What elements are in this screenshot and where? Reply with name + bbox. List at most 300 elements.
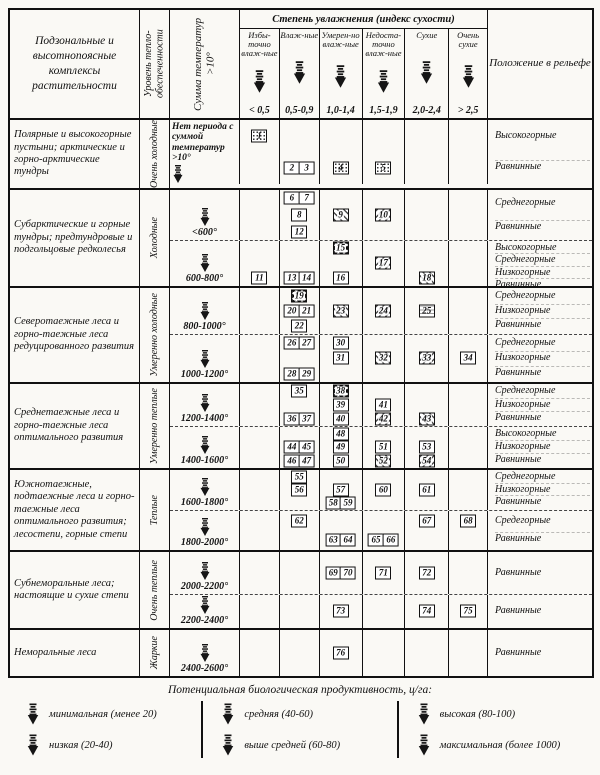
temperature-bands <box>170 120 592 188</box>
vegetation-label: Субнеморальные леса; настоящие и сухие степи <box>14 577 129 601</box>
temp-band-label: Нет периода с суммой температур >10° <box>172 122 234 164</box>
moisture-column <box>320 630 363 676</box>
moisture-column <box>280 427 320 468</box>
productivity-cell <box>375 483 391 496</box>
cell-row <box>333 162 349 175</box>
cell-number: 43 <box>422 413 432 424</box>
temp-band-cell <box>170 595 240 628</box>
cell-row <box>284 368 315 381</box>
cell-number: 2 <box>289 162 295 173</box>
temperature-band-row <box>170 288 592 334</box>
cell-row <box>375 441 391 454</box>
productivity-cell <box>368 534 384 547</box>
temp-band-cell <box>170 241 240 286</box>
cell-number: 22 <box>294 320 304 331</box>
cell-row <box>375 412 391 425</box>
cell-row <box>291 470 307 483</box>
productivity-arrow-icon <box>199 562 211 580</box>
cell-row <box>375 455 391 468</box>
productivity-cell <box>284 412 300 425</box>
moisture-area <box>240 511 488 550</box>
moisture-column <box>280 241 320 286</box>
vegetation-group-row <box>10 120 592 188</box>
productivity-cell <box>333 605 349 618</box>
cell-row <box>284 455 315 468</box>
heat-level-label: Теплые <box>148 494 160 526</box>
cell-row <box>284 272 315 285</box>
relief-cell <box>488 552 592 594</box>
cell-number: 12 <box>294 226 304 237</box>
productivity-cell <box>251 130 267 143</box>
cell-row <box>284 336 315 349</box>
cell-number: 27 <box>302 337 312 348</box>
productivity-arrow-icon <box>199 436 211 454</box>
moisture-column-header <box>240 29 280 118</box>
cell-number: 38 <box>336 385 346 396</box>
productivity-cell <box>375 162 391 175</box>
cell-row <box>375 566 391 579</box>
moisture-column <box>405 288 449 334</box>
moisture-column <box>240 241 280 286</box>
productivity-cell <box>419 566 435 579</box>
cell-number: 76 <box>336 647 346 658</box>
moisture-area <box>240 595 488 628</box>
cell-number: 1 <box>257 130 262 141</box>
legend-item <box>221 734 396 756</box>
legend-item <box>26 703 201 725</box>
productivity-cell <box>333 412 349 425</box>
productivity-cell <box>325 566 341 579</box>
heat-level-label: Жаркие <box>148 636 160 670</box>
cell-number: 71 <box>378 567 388 578</box>
cell-number: 9 <box>338 209 343 220</box>
cell-number: 46 <box>287 455 297 466</box>
moisture-range-label: 1,5-1,9 <box>369 104 398 116</box>
relief-label: Равнинные <box>495 605 542 617</box>
moisture-column <box>405 335 449 382</box>
moisture-column <box>405 120 449 184</box>
productivity-cell <box>299 441 315 454</box>
productivity-cell <box>333 646 349 659</box>
cell-row <box>284 192 315 205</box>
temp-band-label: 1200-1400° <box>180 412 229 424</box>
productivity-arrow-icon <box>199 208 211 226</box>
legend-item <box>417 734 592 756</box>
vegetation-label: Неморальные леса <box>14 646 97 658</box>
temp-band-label: <600° <box>192 226 217 238</box>
productivity-cell <box>299 336 315 349</box>
cell-row <box>375 257 391 270</box>
cell-row <box>291 514 307 527</box>
moisture-column <box>320 335 363 382</box>
productivity-cell <box>340 497 356 510</box>
cell-number: 64 <box>343 534 353 545</box>
moisture-title <box>240 10 487 29</box>
relief-label: Высокогорные <box>495 428 557 440</box>
cell-number: 63 <box>328 534 338 545</box>
legend-columns <box>8 701 592 758</box>
temperature-band-row <box>170 120 592 184</box>
moisture-area <box>240 384 488 426</box>
productivity-cell <box>419 514 435 527</box>
moisture-column <box>320 511 363 550</box>
cell-number: 65 <box>371 534 381 545</box>
productivity-cell <box>375 441 391 454</box>
temp-band-label: 800-1000° <box>183 320 226 332</box>
productivity-arrow-icon <box>199 596 211 614</box>
temperature-band-row <box>170 334 592 382</box>
cell-number: 66 <box>386 534 396 545</box>
cell-row <box>419 514 435 527</box>
moisture-column <box>449 630 487 676</box>
cell-row <box>375 304 391 317</box>
cell-number: 48 <box>336 428 346 439</box>
cell-row <box>333 483 349 496</box>
temperature-band-row <box>170 240 592 291</box>
moisture-column <box>320 384 363 426</box>
moisture-column <box>363 335 406 382</box>
temperature-band-row <box>170 384 592 426</box>
productivity-cell <box>284 304 300 317</box>
relief-label: Равнинные <box>495 411 590 424</box>
moisture-column <box>280 335 320 382</box>
moisture-column <box>320 595 363 628</box>
cell-row <box>251 130 267 143</box>
cell-number: 23 <box>336 305 346 316</box>
cell-number: 47 <box>302 455 312 466</box>
cell-row <box>368 534 399 547</box>
cell-number: 5 <box>381 162 386 173</box>
relief-cell <box>488 335 592 382</box>
moisture-column <box>363 427 406 468</box>
relief-cell <box>488 190 592 240</box>
cell-number: 61 <box>422 484 432 495</box>
productivity-cell <box>284 162 300 175</box>
heat-column-header <box>140 10 170 118</box>
moisture-column <box>363 384 406 426</box>
moisture-column <box>320 470 363 510</box>
vegetation-column-header <box>10 10 140 118</box>
vegetation-cell <box>10 190 140 286</box>
moisture-column <box>320 427 363 468</box>
cell-row <box>333 605 349 618</box>
productivity-cell <box>284 336 300 349</box>
relief-label: Равнинные <box>495 566 542 578</box>
temp-band-cell <box>170 288 240 334</box>
vegetation-label: Полярные и высокогорные пустыни; арктические и горно-арктические тундры <box>14 129 132 178</box>
cell-number: 13 <box>287 272 297 283</box>
heat-level-cell <box>140 470 170 550</box>
vegetation-label: Южнотаежные, подтаежные леса и горно-таежные леса оптимального развития; лесостепи, горные степи <box>14 479 135 540</box>
moisture-column <box>280 595 320 628</box>
temp-band-label: 1000-1200° <box>180 368 229 380</box>
moisture-column <box>449 595 487 628</box>
relief-label: Среднегорные <box>495 196 556 208</box>
temp-band-label: 2400-2600° <box>180 662 229 674</box>
cell-number: 58 <box>328 497 338 508</box>
temp-band-label: 2000-2200° <box>180 580 229 592</box>
cell-number: 14 <box>302 272 312 283</box>
cell-row <box>333 646 349 659</box>
productivity-cell <box>284 441 300 454</box>
cell-row <box>375 483 391 496</box>
productivity-arrow-icon <box>199 478 211 496</box>
productivity-cell <box>375 398 391 411</box>
cell-number: 67 <box>422 515 432 526</box>
relief-label: Низкогорные <box>495 304 590 317</box>
productivity-cell <box>291 320 307 333</box>
productivity-cell <box>333 398 349 411</box>
cell-number: 62 <box>294 515 304 526</box>
moisture-column <box>280 384 320 426</box>
legend-title: Потенциальная биологическая продуктивность, ц/га: <box>167 684 433 696</box>
vegetation-cell <box>10 470 140 550</box>
moisture-column-label: Недоста-точно влаж-ные <box>365 30 402 58</box>
relief-label: Среднегорные <box>495 471 556 483</box>
temperature-band-row <box>170 510 592 550</box>
cell-number: 15 <box>336 242 346 253</box>
productivity-arrow-icon <box>199 254 211 272</box>
temp-column-header-label: Сумма температур >10° <box>191 17 217 111</box>
productivity-cell <box>325 497 341 510</box>
moisture-column <box>449 427 487 468</box>
cell-row <box>333 398 349 411</box>
legend-item <box>221 703 396 725</box>
productivity-arrow-icon <box>172 165 184 183</box>
productivity-cell <box>299 412 315 425</box>
moisture-column <box>449 384 487 426</box>
table-header <box>10 10 592 120</box>
cell-number: 72 <box>422 567 432 578</box>
relief-label: Низкогорные <box>495 351 590 364</box>
temp-band-label: 2200-2400° <box>180 614 229 626</box>
relief-label: Низкогорные <box>495 398 590 411</box>
cell-number: 30 <box>336 337 346 348</box>
cell-number: 7 <box>304 192 309 203</box>
vegetation-group-row <box>10 550 592 628</box>
cell-number: 68 <box>463 515 473 526</box>
cell-row <box>333 384 349 397</box>
vegetation-cell <box>10 552 140 628</box>
cell-number: 75 <box>463 605 473 616</box>
cell-row <box>325 566 356 579</box>
productivity-cell <box>375 208 391 221</box>
relief-label: Равнинные <box>495 278 590 291</box>
cell-row <box>284 162 315 175</box>
moisture-column-label: Избы-точно влаж-ные <box>241 30 278 58</box>
productivity-arrow-icon <box>26 734 40 756</box>
cell-number: 16 <box>336 272 346 283</box>
moisture-range-label: > 2,5 <box>457 105 479 116</box>
vegetation-group-row <box>10 468 592 550</box>
moisture-column <box>363 552 406 594</box>
productivity-cell <box>299 304 315 317</box>
cell-row <box>291 208 307 221</box>
relief-label: Равнинные <box>495 453 590 466</box>
temperature-band-row <box>170 630 592 676</box>
cell-row <box>375 208 391 221</box>
cell-number: 29 <box>302 368 312 379</box>
cell-row <box>419 455 435 468</box>
productivity-cell <box>333 384 349 397</box>
relief-label: Равнинные <box>495 318 590 331</box>
moisture-column <box>240 470 280 510</box>
cell-number: 51 <box>378 441 388 452</box>
productivity-cell <box>340 534 356 547</box>
moisture-column <box>240 552 280 594</box>
productivity-cell <box>460 605 476 618</box>
moisture-column <box>449 470 487 510</box>
productivity-cell <box>333 272 349 285</box>
cell-number: 20 <box>287 305 297 316</box>
heat-level-cell <box>140 120 170 188</box>
relief-label: Низкогорные <box>495 266 590 279</box>
productivity-arrow-icon <box>199 302 211 320</box>
productivity-cell <box>333 304 349 317</box>
productivity-arrow-icon <box>417 734 431 756</box>
cell-number: 19 <box>294 290 304 301</box>
temp-band-cell <box>170 335 240 382</box>
cell-number: 21 <box>302 305 312 316</box>
cell-number: 54 <box>422 455 432 466</box>
vegetation-group-row <box>10 188 592 291</box>
relief-label: Равнинные <box>495 366 590 379</box>
relief-label: Равнинные <box>495 220 590 233</box>
temp-band-label: 1800-2000° <box>180 536 229 548</box>
temp-band-cell <box>170 427 240 468</box>
productivity-cell <box>251 272 267 285</box>
cell-row <box>419 352 435 365</box>
productivity-cell <box>284 368 300 381</box>
heat-level-cell <box>140 288 170 382</box>
vegetation-cell <box>10 120 140 188</box>
moisture-column <box>363 190 406 240</box>
moisture-column-header <box>320 29 363 118</box>
productivity-cell <box>291 289 307 302</box>
relief-label: Равнинные <box>495 160 590 173</box>
cell-row <box>291 483 307 496</box>
vegetation-cell <box>10 630 140 676</box>
moisture-column <box>240 630 280 676</box>
legend-item <box>26 734 201 756</box>
moisture-column <box>240 288 280 334</box>
productivity-cell <box>291 470 307 483</box>
relief-label: Равнинные <box>495 532 590 545</box>
moisture-column <box>280 190 320 240</box>
moisture-column <box>240 595 280 628</box>
productivity-cell <box>299 192 315 205</box>
productivity-arrow-icon <box>221 703 235 725</box>
cell-row <box>333 208 349 221</box>
relief-label: Средегорные <box>495 514 551 526</box>
temp-band-cell <box>170 470 240 510</box>
heat-level-label: Очень холодные <box>148 120 160 188</box>
moisture-column <box>363 241 406 286</box>
heat-level-label: Холодные <box>148 217 160 259</box>
moisture-column <box>363 630 406 676</box>
temperature-band-row <box>170 426 592 468</box>
temperature-bands <box>170 470 592 550</box>
cell-number: 24 <box>378 305 388 316</box>
cell-row <box>284 304 315 317</box>
productivity-cell <box>333 242 349 255</box>
cell-number: 42 <box>378 413 388 424</box>
cell-row <box>419 605 435 618</box>
cell-number: 74 <box>422 605 432 616</box>
cell-number: 49 <box>336 441 346 452</box>
moisture-column <box>240 335 280 382</box>
vegetation-column-header-label: Подзональные и высотнопоясные комплексы растительности <box>32 35 117 92</box>
productivity-cell <box>333 483 349 496</box>
temperature-band-row <box>170 594 592 628</box>
moisture-area <box>240 241 488 286</box>
cell-number: 4 <box>338 162 343 173</box>
heat-level-label: Умеренно теплые <box>148 387 160 465</box>
cell-number: 59 <box>343 497 353 508</box>
relief-label: Среднегорные <box>495 385 556 397</box>
moisture-column <box>449 120 487 184</box>
moisture-column <box>280 288 320 334</box>
moisture-column <box>320 552 363 594</box>
moisture-column <box>240 511 280 550</box>
moisture-column <box>449 552 487 594</box>
temp-band-label: 1400-1600° <box>180 454 229 466</box>
temp-column-header <box>170 10 240 118</box>
cell-number: 45 <box>302 441 312 452</box>
cell-number: 28 <box>287 368 297 379</box>
cell-number: 26 <box>287 337 297 348</box>
cell-row <box>460 514 476 527</box>
cell-number: 31 <box>336 352 346 363</box>
productivity-cell <box>419 605 435 618</box>
productivity-cell <box>419 455 435 468</box>
moisture-area <box>240 630 488 676</box>
cell-number: 18 <box>422 272 432 283</box>
productivity-cell <box>375 412 391 425</box>
moisture-column-label: Очень сухие <box>457 30 480 49</box>
cell-row <box>325 534 356 547</box>
productivity-cell <box>333 441 349 454</box>
cell-number: 17 <box>378 257 388 268</box>
productivity-arrow-icon <box>417 703 431 725</box>
productivity-cell <box>419 441 435 454</box>
temperature-band-row <box>170 552 592 594</box>
moisture-column <box>405 427 449 468</box>
productivity-arrow-icon <box>26 703 40 725</box>
cell-number: 37 <box>302 413 312 424</box>
productivity-cell <box>299 162 315 175</box>
vegetation-label: Северотаежные леса и горно-таежные леса редуцированного развития <box>14 316 134 353</box>
moisture-column <box>449 511 487 550</box>
productivity-cell <box>284 192 300 205</box>
relief-cell <box>488 630 592 676</box>
moisture-column-label: Сухие <box>416 30 438 40</box>
cell-row <box>284 441 315 454</box>
cell-row <box>375 398 391 411</box>
cell-row <box>251 272 267 285</box>
vegetation-cell <box>10 288 140 382</box>
cell-row <box>460 352 476 365</box>
vegetation-group-row <box>10 628 592 676</box>
legend-column <box>8 701 201 758</box>
moisture-column-label: Умерен-но влаж-ные <box>321 30 360 49</box>
heat-level-label: Умеренно холодные <box>148 293 160 377</box>
cell-row <box>333 455 349 468</box>
cell-row <box>419 566 435 579</box>
relief-label: Высокогорные <box>495 241 557 253</box>
cell-row <box>291 384 307 397</box>
moisture-column <box>405 630 449 676</box>
